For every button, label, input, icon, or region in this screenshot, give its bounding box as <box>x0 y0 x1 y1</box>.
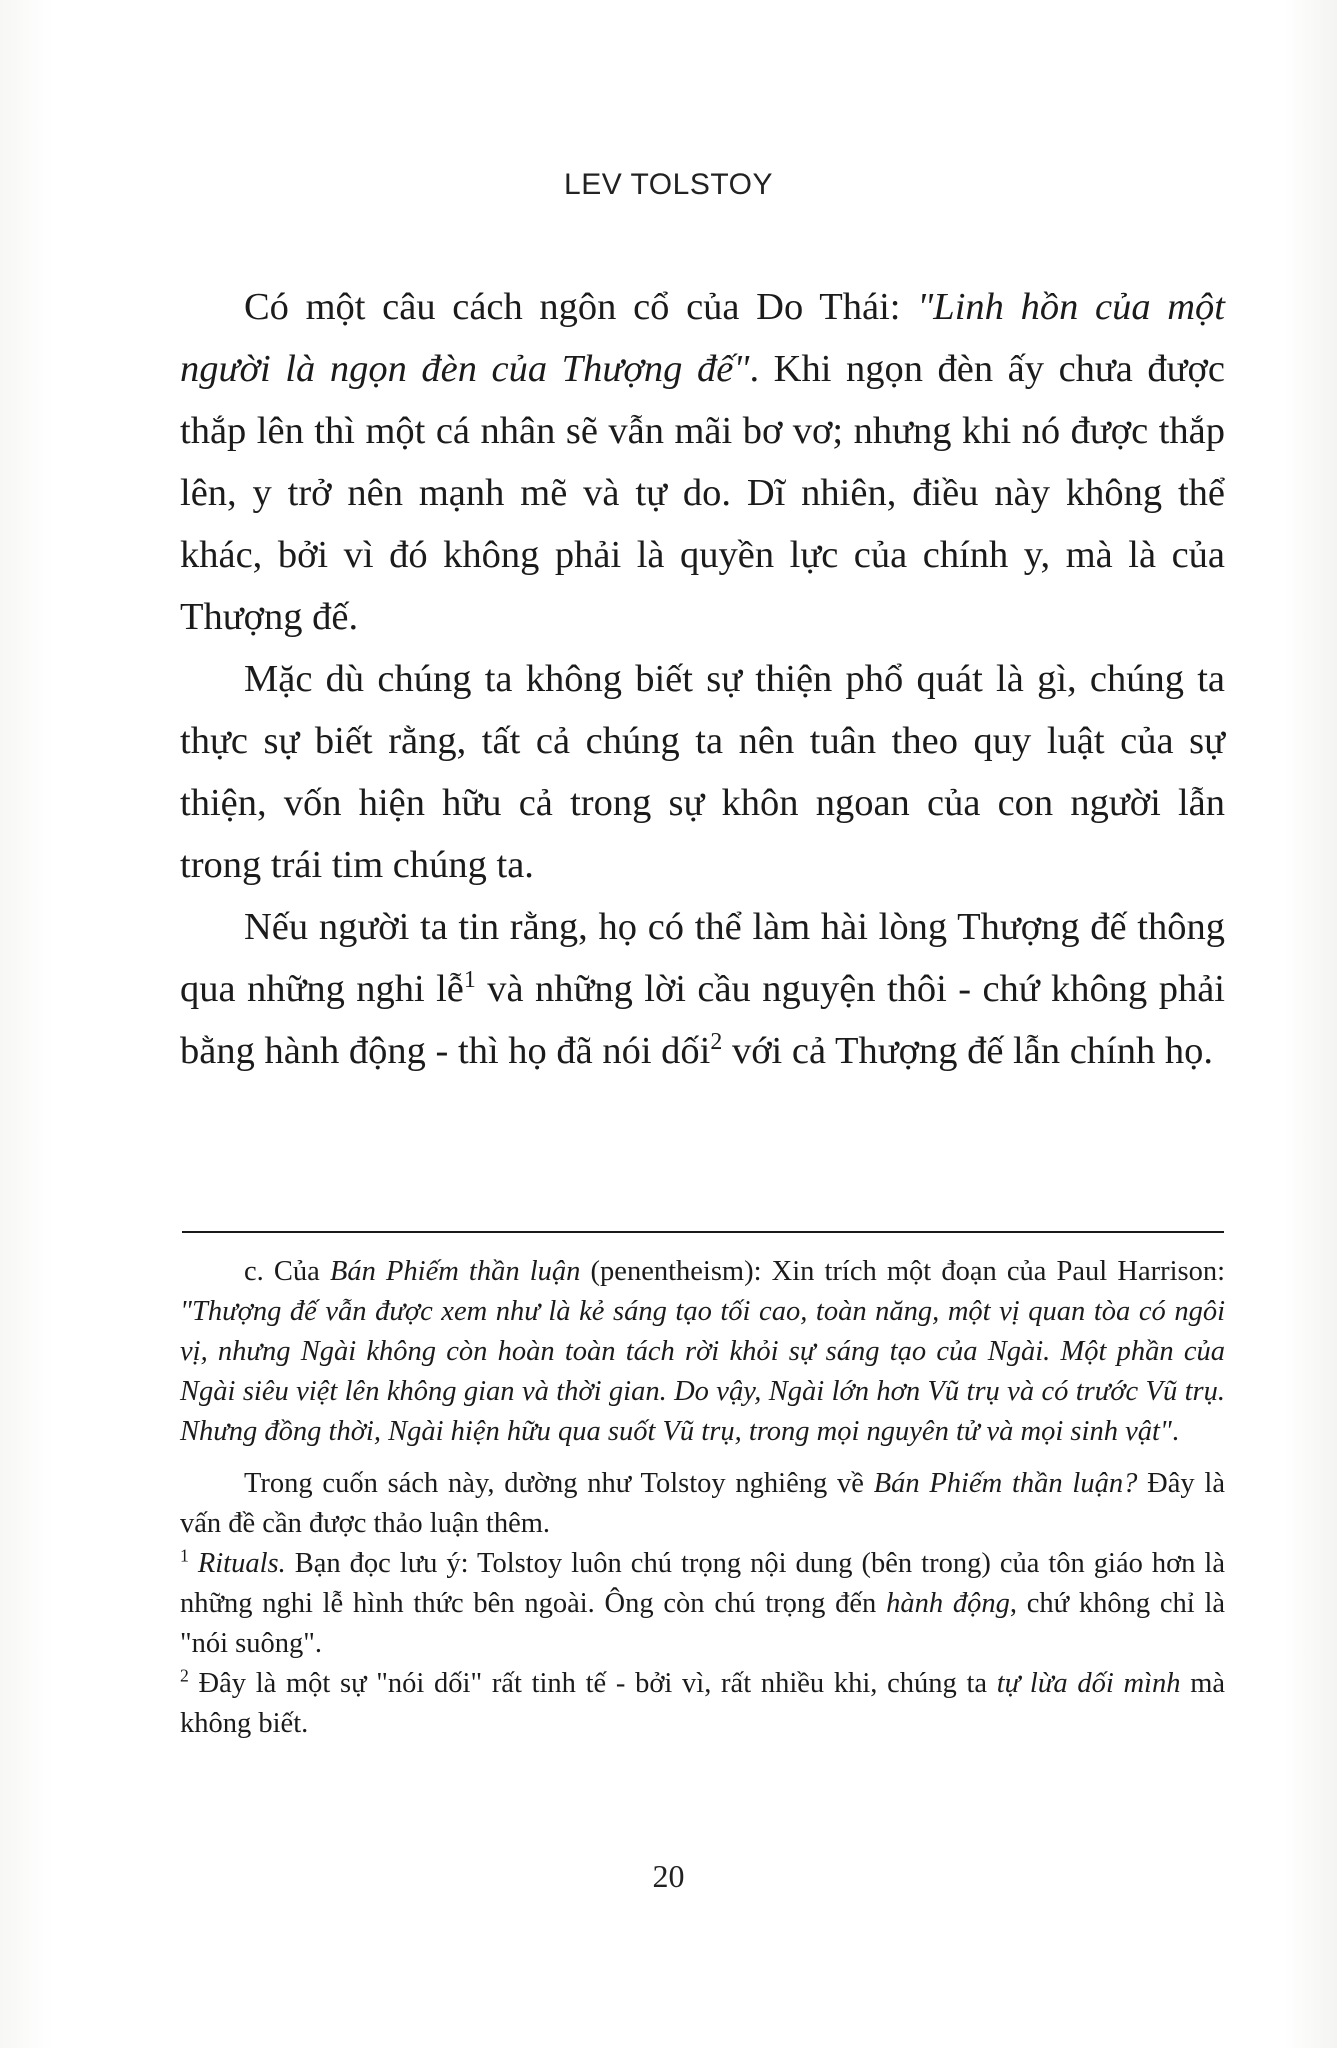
paragraph-1-quote: "Linh hồn của một người là ngọn đèn của Thượng đế" <box>180 286 1225 390</box>
page-number: 20 <box>652 1858 685 1894</box>
footnote-c-text-b: (penentheism): Xin trích một đoạn của Paul Harrison: <box>580 1256 1226 1287</box>
main-text <box>180 276 1225 1082</box>
footnote-c2-term: Bán Phiếm thần luận? <box>873 1468 1138 1499</box>
footnote-1-marker: 1 <box>180 1545 189 1566</box>
footnote-c-text-c: . <box>1171 1416 1179 1447</box>
paragraph-1-text-a: Có một câu cách ngôn cổ của Do Thái: <box>244 286 918 328</box>
paragraph-3-text-c: với cả Thượng đế lẫn chính họ. <box>722 1030 1213 1072</box>
paragraph-3-text-a: Nếu người ta tin rằng, họ có thể làm hài lòng Thượng đế thông qua những nghi lễ <box>180 906 1225 1010</box>
footnote-divider <box>182 1231 1224 1233</box>
footnote-c2-text-b: Đây là vấn đề cần được thảo luận thêm. <box>180 1468 1225 1539</box>
paragraph-3-text-b: và những lời cầu nguyện thôi - chứ không phải bằng hành động - thì họ đã nói dối <box>180 968 1225 1072</box>
footnote-c-term: Bán Phiếm thần luận <box>329 1256 581 1287</box>
footnote-1-text-a: Bạn đọc lưu ý: Tolstoy luôn chú trọng nội dung (bên trong) của tôn giáo hơn là những nghi lễ hình thức bên ngoài. Ông còn chú trọng đến <box>180 1548 1225 1619</box>
footnote-1 <box>180 1544 1225 1664</box>
paragraph-2: Mặc dù chúng ta không biết sự thiện phổ quát là gì, chúng ta thực sự biết rằng, tất cả chúng ta nên tuân theo quy luật của sự thiện, vốn hiện hữu cả trong sự khôn ngoan của con người lẫn trong trái tim chúng ta. <box>180 658 1225 886</box>
paragraph-1 <box>180 276 1225 648</box>
paragraph-3 <box>180 896 1225 1082</box>
footnote-c-continued <box>180 1464 1225 1544</box>
paragraph-1-text-b: . Khi ngọn đèn ấy chưa được thắp lên thì một cá nhân sẽ vẫn mãi bơ vơ; nhưng khi nó được thắp lên, y trở nên mạnh mẽ và tự do. Dĩ nhiên, điều này không thể khác, bởi vì đó không phải là quyền lực của chính y, mà là của Thượng đế. <box>180 348 1225 638</box>
footnote-2-marker: 2 <box>180 1665 189 1686</box>
footnote-1-text-b: , chứ không chỉ là "nói suông". <box>180 1588 1226 1659</box>
footnote-ref-1: 1 <box>463 967 476 994</box>
footnote-c <box>180 1252 1225 1452</box>
footnote-2-text-a: Đây là một sự "nói dối" rất tinh tế - bởi vì, rất nhiều khi, chúng ta <box>188 1668 997 1699</box>
footnote-2 <box>180 1664 1225 1744</box>
footnote-1-emphasis: hành động <box>886 1588 1010 1619</box>
footnote-1-term: Rituals. <box>197 1548 286 1579</box>
footnote-c2-text-a: Trong cuốn sách này, dường như Tolstoy nghiêng về <box>244 1468 874 1499</box>
footnote-c-quote: "Thượng đế vẫn được xem như là kẻ sáng tạo tối cao, toàn năng, một vị quan tòa có ngôi vị, nhưng Ngài không còn hoàn toàn tách rời khỏi sự sáng tạo của Ngài. Một phần của Ngài siêu việt lên không gian và thời gian. Do vậy, Ngài lớn hơn Vũ trụ và có trước Vũ trụ. Nhưng đồng thời, Ngài hiện hữu qua suốt Vũ trụ, trong mọi nguyên tử và mọi sinh vật" <box>180 1296 1225 1447</box>
footnotes <box>180 1252 1225 1744</box>
footnote-c-text-a: c. Của <box>244 1256 330 1287</box>
footnote-ref-2: 2 <box>710 1029 723 1056</box>
footnote-2-emphasis: tự lừa dối mình <box>996 1668 1181 1699</box>
footnote-2-text-b: mà không biết. <box>180 1668 1226 1739</box>
running-header: LEV TOLSTOY <box>564 168 773 201</box>
